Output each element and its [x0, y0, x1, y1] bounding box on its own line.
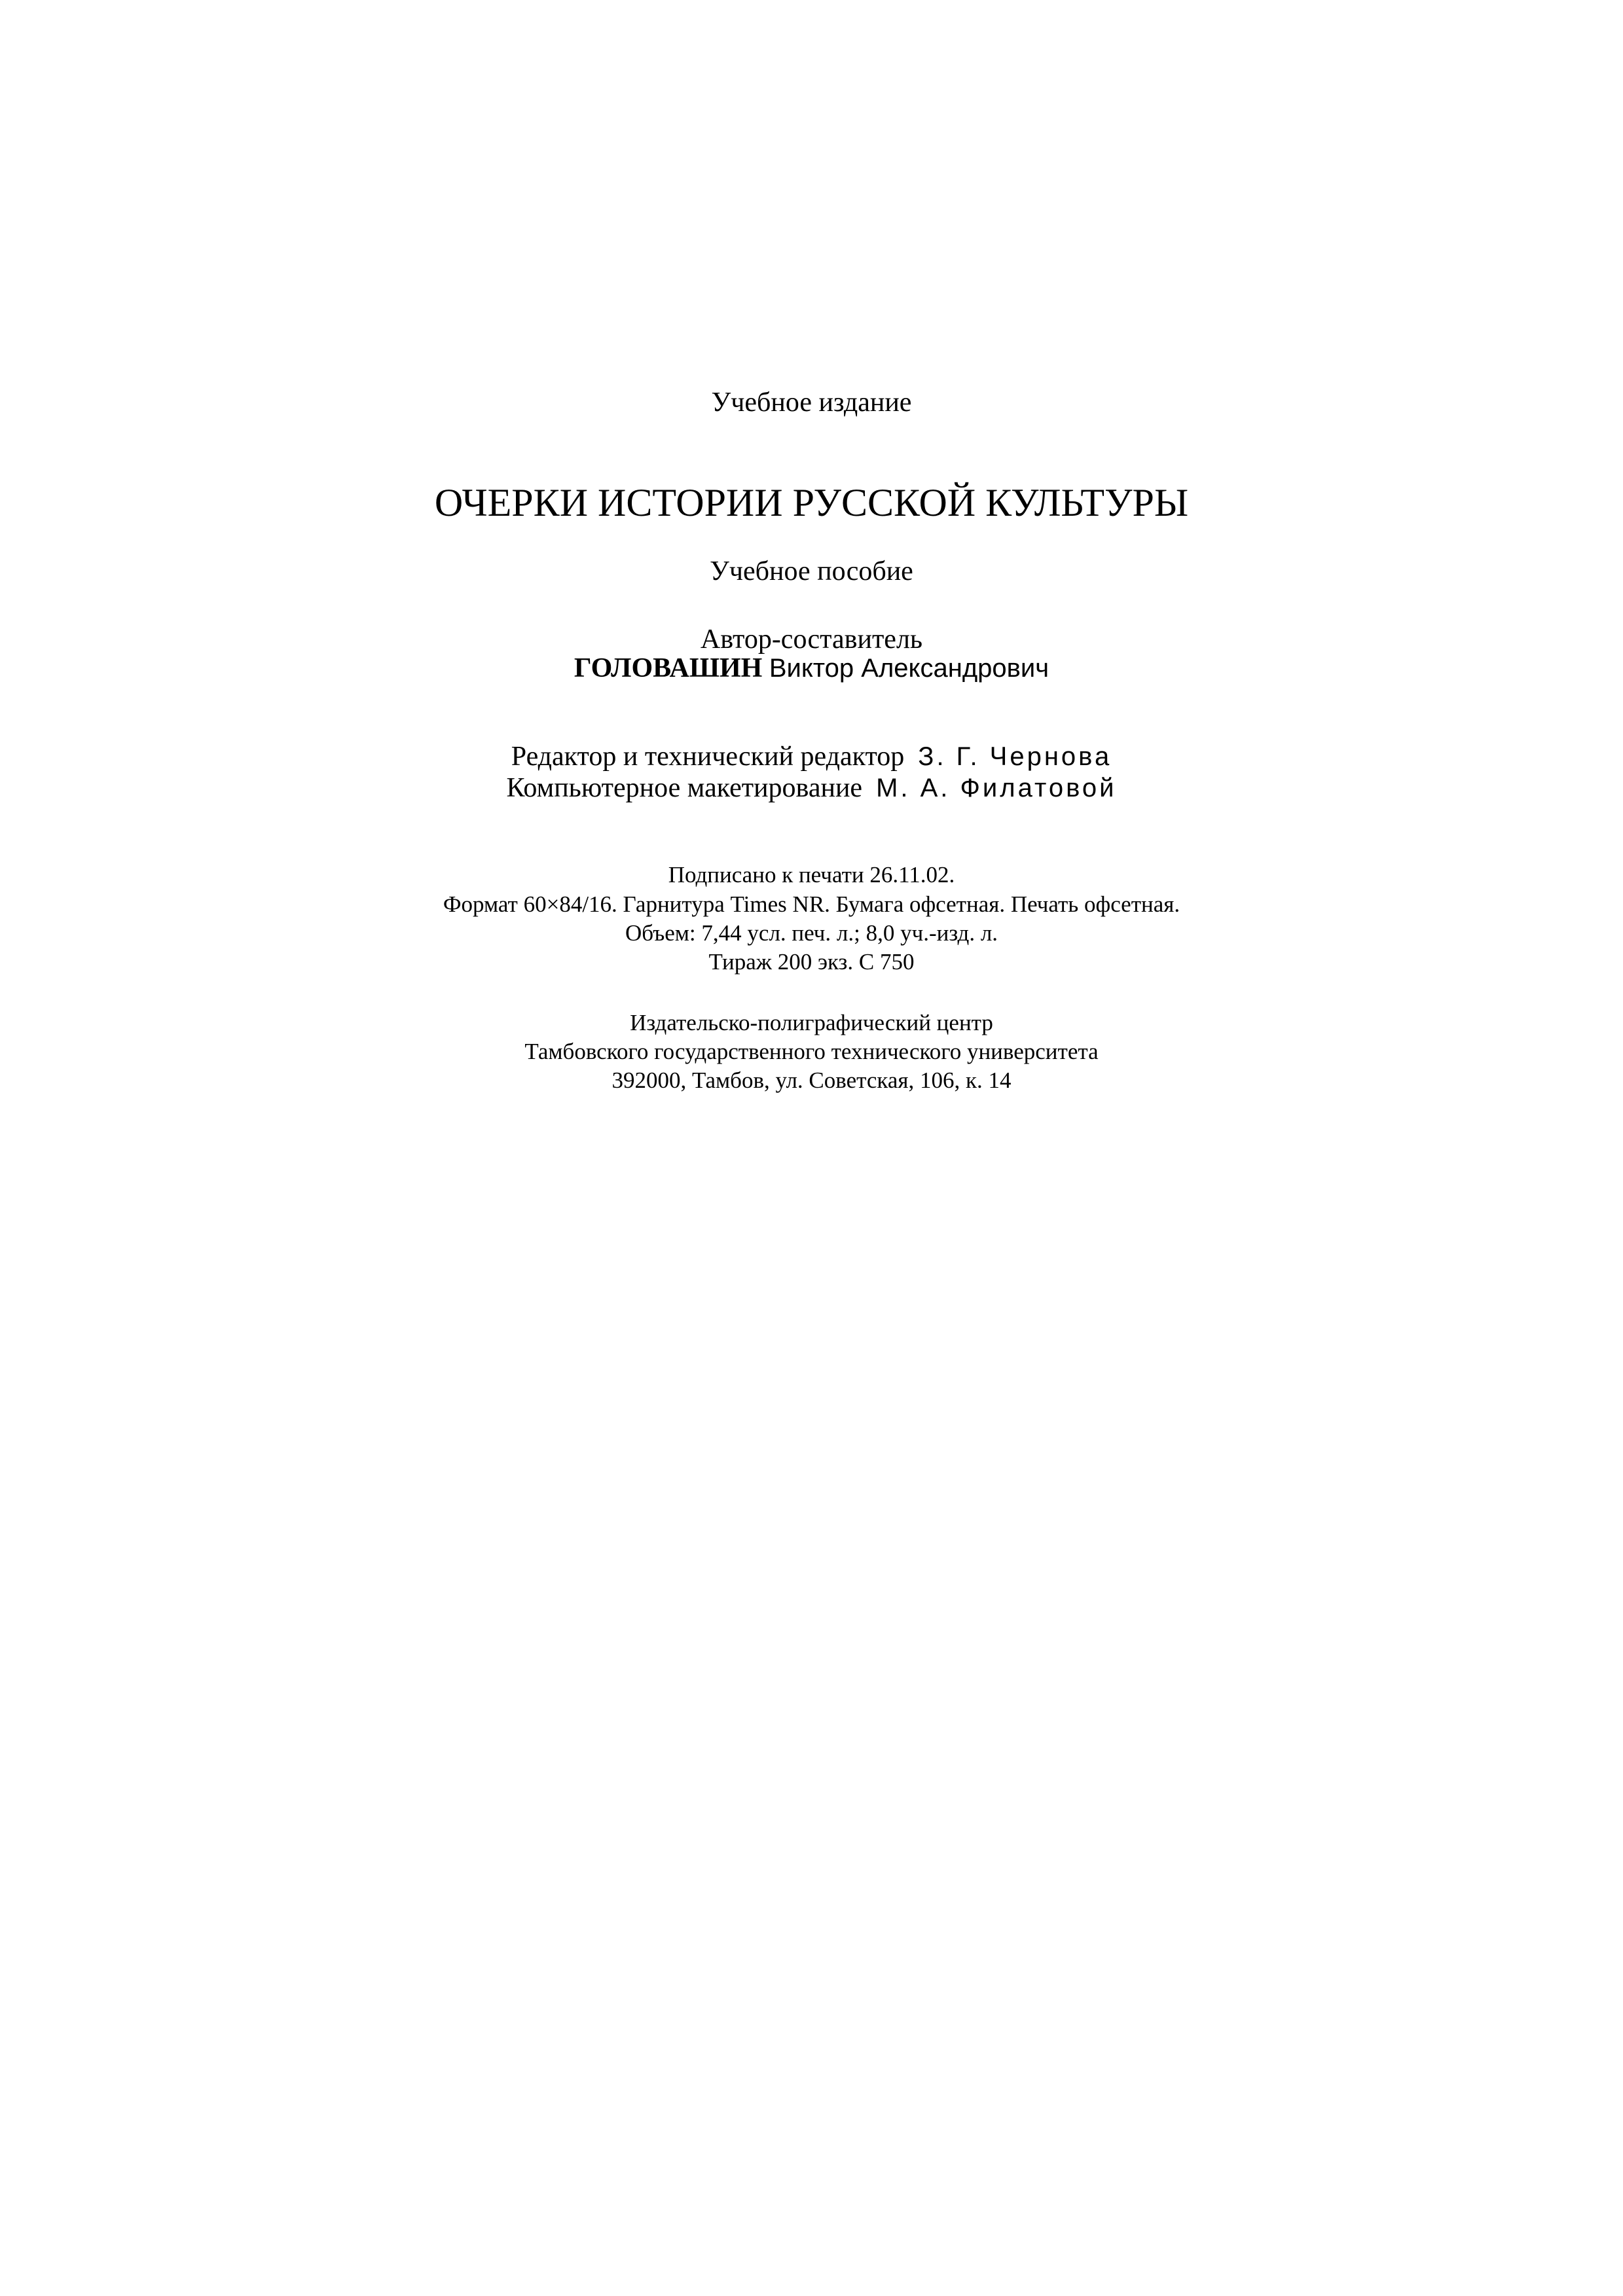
print-run: Тираж 200 экз. С 750	[708, 949, 915, 975]
edition-type: Учебное издание	[711, 387, 912, 418]
publisher-address: 392000, Тамбов, ул. Советская, 106, к. 14	[611, 1067, 1012, 1093]
signed-to-print: Подписано к печати 26.11.02.	[668, 862, 955, 888]
book-subtitle: Учебное пособие	[710, 556, 913, 586]
print-volume: Объем: 7,44 усл. печ. л.; 8,0 уч.-изд. л.	[625, 920, 998, 946]
editor-name: З. Г. Чернова	[918, 742, 1112, 771]
author-role: Автор-составитель	[700, 624, 923, 655]
print-format: Формат 60×84/16. Гарнитура Times NR. Бумага офсетная. Печать офсетная.	[443, 891, 1180, 917]
author-name	[0, 655, 1623, 682]
publisher-name: Издательско-полиграфический центр	[630, 1010, 993, 1035]
layout-label: Компьютерное макетирование	[506, 773, 863, 803]
layout-credit	[0, 774, 1623, 802]
publisher-organization: Тамбовского государственного технического университета	[524, 1039, 1099, 1064]
layout-name: М. А. Филатовой	[876, 774, 1117, 802]
author-surname: ГОЛОВАШИН	[574, 653, 763, 683]
book-title: ОЧЕРКИ ИСТОРИИ РУССКОЙ КУЛЬТУРЫ	[434, 481, 1189, 524]
author-given-names: Виктор Александрович	[769, 654, 1049, 683]
editor-credit	[0, 743, 1623, 770]
editor-label: Редактор и технический редактор	[511, 742, 905, 772]
